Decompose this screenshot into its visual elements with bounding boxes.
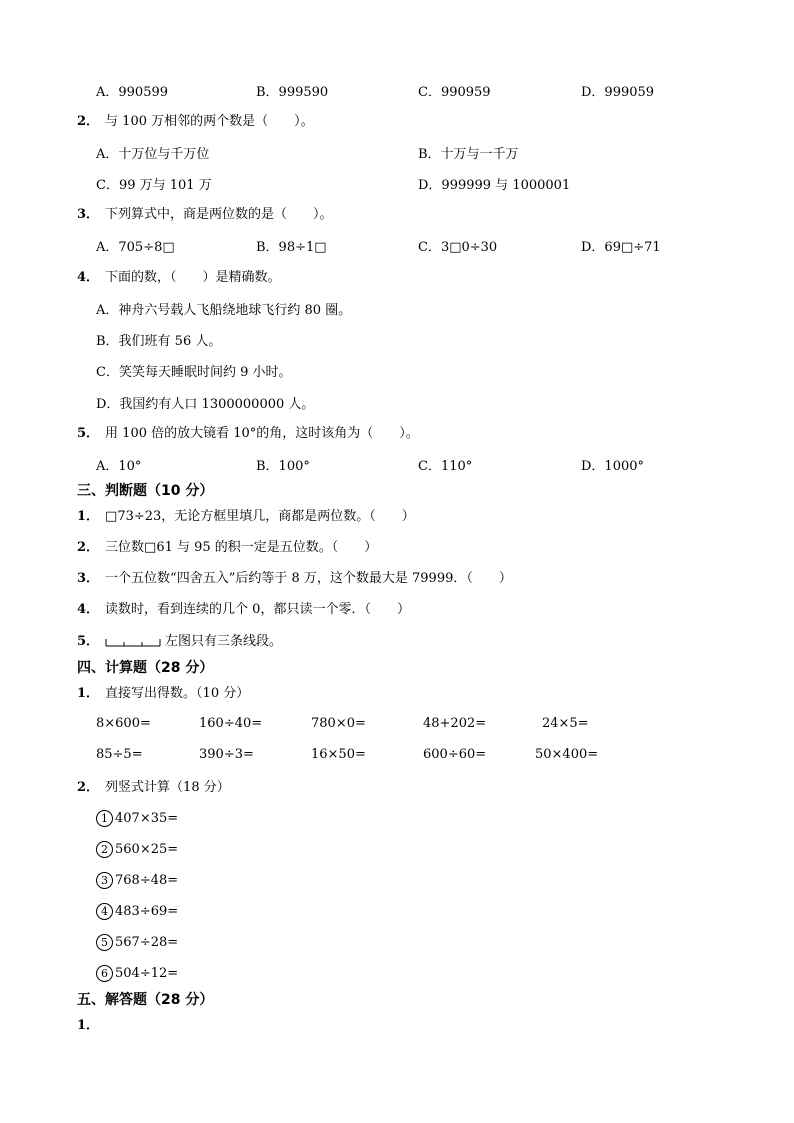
item-number: 4． <box>77 602 100 617</box>
oral-calc: 780×0= <box>311 716 366 731</box>
question-number: 5． <box>77 426 100 441</box>
q4-option-b: B．我们班有 56 人。 <box>96 334 222 349</box>
judge-item-1 <box>77 507 415 527</box>
item-text: 左图只有三条线段。 <box>165 634 283 649</box>
q5-option-d: D．1000° <box>581 459 645 474</box>
question-number: 4． <box>77 270 100 285</box>
vertical-calc-2 <box>96 840 178 860</box>
circled-number: 3 <box>96 872 113 889</box>
q1-option-c: C．990959 <box>418 85 491 100</box>
calc-subquestion-1 <box>77 684 249 704</box>
item-number: 1． <box>77 686 100 701</box>
item-number: 5． <box>77 634 100 649</box>
vertical-expression: 567÷28= <box>115 935 179 950</box>
q2-option-b: B．十万与一千万 <box>418 147 519 162</box>
q3-option-a: A．705÷8□ <box>96 240 175 255</box>
q5-option-a: A．10° <box>96 459 142 474</box>
oral-calc: 24×5= <box>542 716 589 731</box>
oral-calc: 390÷3= <box>199 747 254 762</box>
oral-calc: 50×400= <box>535 747 599 762</box>
q5-option-b: B．100° <box>256 459 310 474</box>
q2-option-d: D．999999 与 1000001 <box>418 178 571 193</box>
judge-item-2 <box>77 538 377 558</box>
q1-option-a: A．990599 <box>96 85 169 100</box>
vertical-expression: 768÷48= <box>115 873 179 888</box>
question-text: 与 100 万相邻的两个数是（ ）。 <box>105 114 314 129</box>
line-segment-figure <box>105 636 161 648</box>
item-text: 读数时，看到连续的几个 0，都只读一个零．（ ） <box>105 602 410 617</box>
vertical-expression: 483÷69= <box>115 904 179 919</box>
vertical-calc-4 <box>96 902 178 922</box>
oral-calc: 16×50= <box>311 747 366 762</box>
q3-option-d: D．69□÷71 <box>581 240 661 255</box>
item-number: 2． <box>77 780 100 795</box>
oral-calc: 48+202= <box>423 716 487 731</box>
q4-option-c: C．笑笑每天睡眠时间约 9 小时。 <box>96 365 292 380</box>
item-text: 列竖式计算（18 分） <box>105 780 230 795</box>
item-number: 1． <box>77 1018 100 1033</box>
q1-option-b: B．999590 <box>256 85 329 100</box>
question-text: 下列算式中，商是两位数的是（ ）。 <box>105 207 333 222</box>
section-4-title: 四、计算题（28 分） <box>77 660 214 676</box>
circled-number: 5 <box>96 934 113 951</box>
q2-option-a: A．十万位与千万位 <box>96 147 210 162</box>
question-3 <box>77 205 333 225</box>
item-text: 三位数□61 与 95 的积一定是五位数。（ ） <box>105 540 378 555</box>
vertical-expression: 560×25= <box>115 842 179 857</box>
vertical-calc-5 <box>96 933 178 953</box>
question-number: 3． <box>77 207 100 222</box>
question-text: 用 100 倍的放大镜看 10°的角，这时该角为（ ）。 <box>105 426 419 441</box>
oral-calc: 160÷40= <box>199 716 263 731</box>
item-text: 一个五位数“四舍五入”后约等于 8 万，这个数最大是 79999．（ ） <box>105 571 512 586</box>
item-text: □73÷23，无论方框里填几，商都是两位数。（ ） <box>105 509 415 524</box>
q4-option-d: D．我国约有人口 1300000000 人。 <box>96 397 315 412</box>
q3-option-c: C．3□0÷30 <box>418 240 498 255</box>
q2-option-c: C．99 万与 101 万 <box>96 178 212 193</box>
judge-item-5 <box>77 632 282 652</box>
circled-number: 1 <box>96 810 113 827</box>
answer-question-1 <box>77 1016 105 1036</box>
oral-calc: 8×600= <box>96 716 151 731</box>
vertical-calc-1 <box>96 809 178 829</box>
vertical-expression: 504÷12= <box>115 966 179 981</box>
circled-number: 2 <box>96 841 113 858</box>
question-text: 下面的数，（ ）是精确数。 <box>105 270 281 285</box>
item-number: 1． <box>77 509 100 524</box>
question-number: 2． <box>77 114 100 129</box>
item-number: 2． <box>77 540 100 555</box>
q1-option-d: D．999059 <box>581 85 655 100</box>
question-2 <box>77 112 314 132</box>
oral-calc: 85÷5= <box>96 747 143 762</box>
vertical-calc-6 <box>96 964 178 984</box>
item-number: 3． <box>77 571 100 586</box>
question-5 <box>77 424 419 444</box>
calc-subquestion-2 <box>77 778 230 798</box>
q5-option-c: C．110° <box>418 459 473 474</box>
q3-option-b: B．98÷1□ <box>256 240 327 255</box>
vertical-expression: 407×35= <box>115 811 179 826</box>
circled-number: 6 <box>96 965 113 982</box>
q4-option-a: A．神舟六号载人飞船绕地球飞行约 80 圈。 <box>96 303 352 318</box>
question-4 <box>77 268 281 288</box>
section-5-title: 五、解答题（28 分） <box>77 992 214 1008</box>
vertical-calc-3 <box>96 871 178 891</box>
item-text: 直接写出得数。（10 分） <box>105 686 250 701</box>
section-3-title: 三、判断题（10 分） <box>77 483 214 499</box>
judge-item-3 <box>77 569 512 589</box>
circled-number: 4 <box>96 903 113 920</box>
oral-calc: 600÷60= <box>423 747 487 762</box>
judge-item-4 <box>77 600 410 620</box>
